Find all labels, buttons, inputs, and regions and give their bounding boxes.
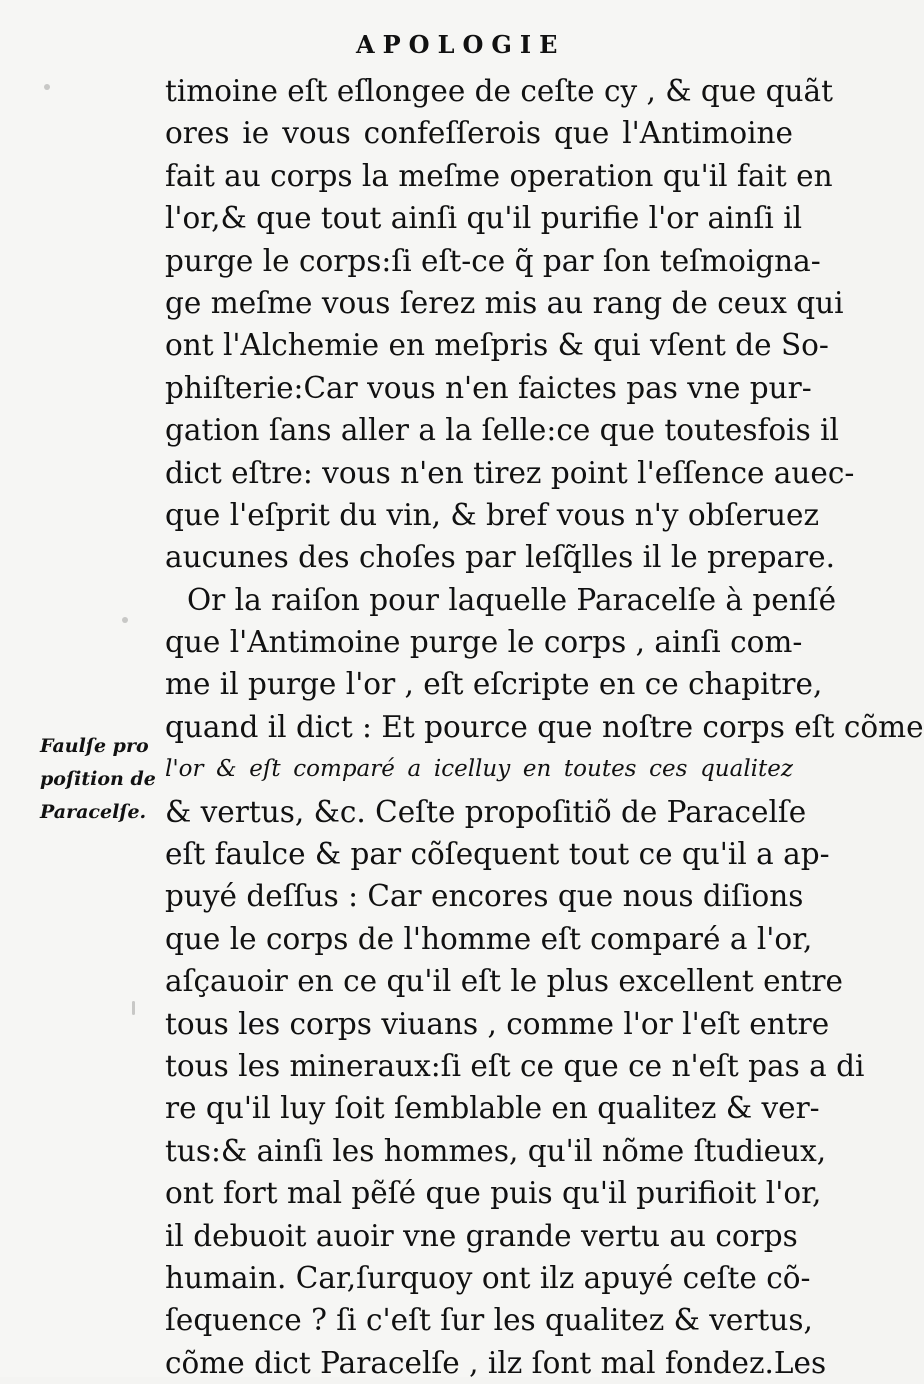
main-text-block	[165, 70, 924, 1384]
text-line: me il purge l'or , eſt eſcripte en ce chapitre,	[165, 667, 823, 702]
text-line: purge le corps:ſi eſt-ce q̃ par ſon teſmoigna-	[165, 243, 821, 278]
paper-speck	[44, 84, 50, 90]
text-line: puyé deſſus : Car encores que nous diſions	[165, 879, 804, 914]
marginal-note-line: Faulſe pro	[40, 735, 149, 757]
paper-speck	[122, 617, 128, 623]
text-line: ont fort mal pẽſé que puis qu'il purifioit l'or,	[165, 1176, 822, 1211]
text-line: tus:& ainſi les hommes, qu'il nõme ſtudieux,	[165, 1133, 827, 1168]
text-line-paragraph-start: Or la raiſon pour laquelle Paracelſe à penſé	[187, 582, 837, 617]
text-line: aucunes des choſes par leſq̃lles il le prepare.	[165, 540, 835, 575]
text-line: ont l'Alchemie en meſpris & qui vſent de So-	[165, 328, 829, 363]
text-line: tous les corps viuans , comme l'or l'eſt entre	[165, 1006, 830, 1041]
text-line: timoine eſt eſlongee de ceſte cy , & que quãt	[165, 74, 833, 108]
paper-speck	[132, 1001, 135, 1015]
text-line: que le corps de l'homme eſt comparé a l'or,	[165, 921, 813, 956]
text-line: que l'Antimoine purge le corps , ainſi com-	[165, 625, 803, 660]
text-line: ge meſme vous ſerez mis au rang de ceux qui	[165, 285, 844, 320]
marginal-note-line: poſition de	[40, 768, 156, 790]
text-line: l'or,& que tout ainſi qu'il purifie l'or ainſi il	[165, 201, 803, 236]
marginal-note	[40, 730, 168, 829]
text-line-quote-start: quand il dict : Et pource que noſtre corps eſt cõme	[165, 709, 924, 744]
text-line: ores ie vous confeſſerois que l'Antimoine	[165, 116, 793, 151]
text-line: eſt faulce & par cõſequent tout ce qu'il a ap-	[165, 837, 830, 872]
text-line: dict eſtre: vous n'en tirez point l'eſſence auec-	[165, 455, 855, 490]
text-line: il debuoit auoir vne grande vertu au corps	[165, 1218, 798, 1253]
running-head: APOLOGIE	[356, 30, 566, 59]
text-line: que l'eſprit du vin, & bref vous n'y obſeruez	[165, 497, 819, 532]
text-line: phiſterie:Car vous n'en faictes pas vne pur-	[165, 370, 812, 405]
marginal-note-line: Paracelſe.	[40, 801, 147, 823]
text-line: gation ſans aller a la ſelle:ce que toutesfois il	[165, 413, 839, 448]
text-line: humain. Car,ſurquoy ont ilz apuyé ceſte cõ-	[165, 1260, 811, 1295]
text-line: re qu'il luy ſoit ſemblable en qualitez & ver-	[165, 1091, 820, 1126]
text-line: tous les mineraux:ſi eſt ce que ce n'eſt pas a di	[165, 1048, 865, 1083]
text-line: aſçauoir en ce qu'il eſt le plus excellent entre	[165, 964, 843, 999]
text-line-catchword: cõme dict Paracelſe , ilz ſont mal fondez.Les	[165, 1345, 827, 1380]
text-line: & vertus, &c. Ceſte propoſitiõ de Paracelſe	[165, 794, 807, 829]
text-line: fait au corps la meſme operation qu'il fait en	[165, 158, 833, 193]
text-line-quote: l'or & eſt comparé a icelluy en toutes ces qualitez	[165, 756, 793, 783]
text-line: ſequence ? ſi c'eſt ſur les qualitez & vertus,	[165, 1303, 813, 1338]
